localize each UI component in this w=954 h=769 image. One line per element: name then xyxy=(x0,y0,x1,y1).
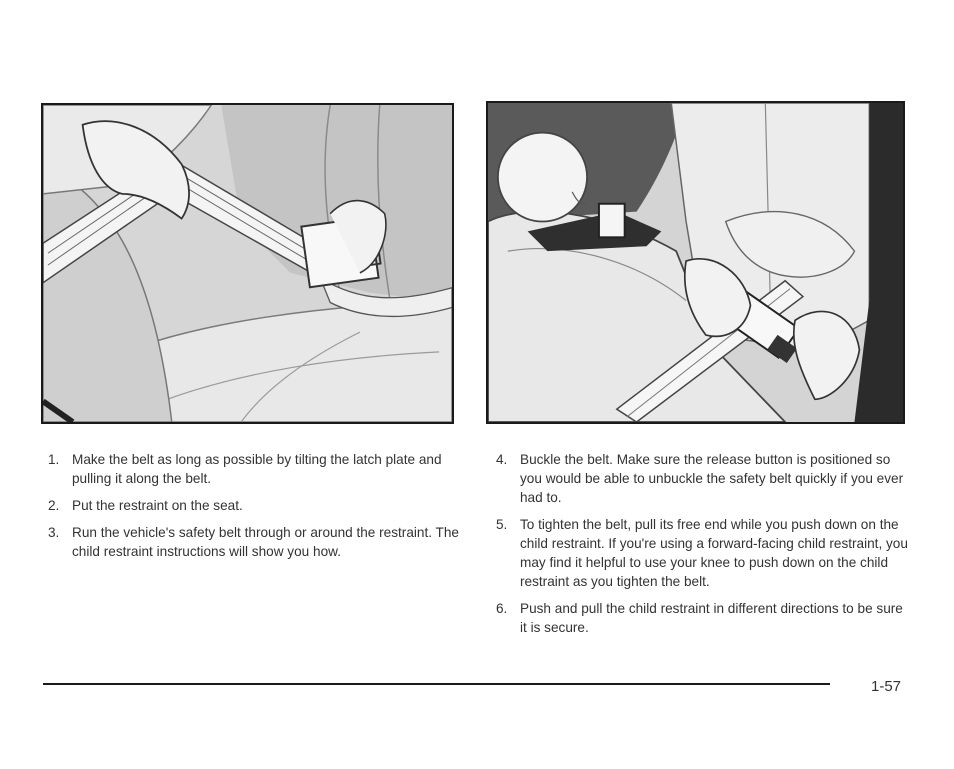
child-restraint-illustration xyxy=(486,101,905,424)
step-item-6 xyxy=(496,599,908,637)
step-text: Push and pull the child restraint in different directions to be sure it is secure. xyxy=(520,601,903,635)
step-number: 5. xyxy=(496,517,508,532)
page-number: 1-57 xyxy=(871,678,902,695)
step-item-2 xyxy=(48,496,460,515)
step-text: Buckle the belt. Make sure the release button is positioned so you would be able to unbuckle the safety belt quickly if you ever had to. xyxy=(520,452,904,505)
step-number: 4. xyxy=(496,452,508,467)
step-number: 3. xyxy=(48,525,60,540)
step-text: Put the restraint on the seat. xyxy=(72,498,243,513)
child-restraint-drawing xyxy=(488,103,903,422)
step-item-4 xyxy=(496,450,908,507)
step-number: 6. xyxy=(496,601,508,616)
steps-list-right xyxy=(496,450,908,645)
step-text: Run the vehicle's safety belt through or around the restraint. The child restraint instructions will show you how. xyxy=(72,525,459,559)
latch-plate-illustration xyxy=(41,103,454,424)
step-number: 2. xyxy=(48,498,60,513)
step-item-5 xyxy=(496,515,908,591)
latch-plate-drawing xyxy=(43,105,452,422)
step-item-3 xyxy=(48,523,460,561)
step-text: Make the belt as long as possible by tilting the latch plate and pulling it along the belt. xyxy=(72,452,442,486)
step-item-1 xyxy=(48,450,460,488)
footer-divider xyxy=(43,683,830,685)
step-number: 1. xyxy=(48,452,60,467)
steps-list-left xyxy=(48,450,460,569)
step-text: To tighten the belt, pull its free end while you push down on the child restraint. If you're using a forward-facing child restraint, you may find it helpful to use your knee to push down on the child restraint as you tighten the belt. xyxy=(520,517,908,589)
